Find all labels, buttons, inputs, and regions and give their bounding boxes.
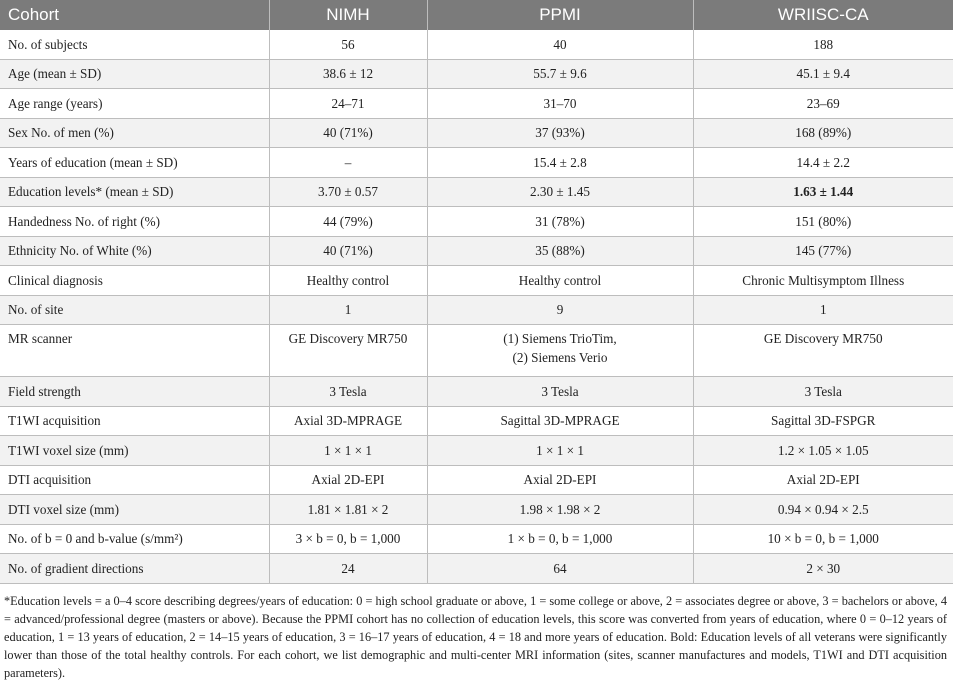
cell-nimh: GE Discovery MR750 <box>269 325 427 377</box>
header-cohort: Cohort <box>0 0 269 30</box>
table-row <box>0 266 953 296</box>
cell-nimh: 24 <box>269 554 427 584</box>
cell-wriisc: Sagittal 3D-FSPGR <box>693 406 953 436</box>
cell-wriisc: 145 (77%) <box>693 236 953 266</box>
row-label: DTI acquisition <box>0 465 269 495</box>
row-label: Age range (years) <box>0 89 269 119</box>
cell-ppmi: Axial 2D-EPI <box>427 465 693 495</box>
scanner-line-1: (1) Siemens TrioTim, <box>503 331 617 346</box>
cell-wriisc: 10 × b = 0, b = 1,000 <box>693 524 953 554</box>
row-label: T1WI voxel size (mm) <box>0 436 269 466</box>
cell-ppmi: 35 (88%) <box>427 236 693 266</box>
cell-nimh: 38.6 ± 12 <box>269 59 427 89</box>
cell-ppmi: 9 <box>427 295 693 325</box>
table-row <box>0 177 953 207</box>
header-row <box>0 0 953 30</box>
row-label: DTI voxel size (mm) <box>0 495 269 525</box>
cell-nimh: 44 (79%) <box>269 207 427 237</box>
row-label: T1WI acquisition <box>0 406 269 436</box>
cell-ppmi: 2.30 ± 1.45 <box>427 177 693 207</box>
row-label: Ethnicity No. of White (%) <box>0 236 269 266</box>
cell-nimh: – <box>269 148 427 178</box>
cell-wriisc: 188 <box>693 30 953 59</box>
table-row <box>0 436 953 466</box>
cell-wriisc: 0.94 × 0.94 × 2.5 <box>693 495 953 525</box>
row-label: No. of gradient directions <box>0 554 269 584</box>
cell-nimh: Healthy control <box>269 266 427 296</box>
cell-ppmi: 3 Tesla <box>427 377 693 407</box>
scanner-line-2: (2) Siemens Verio <box>512 350 608 365</box>
cell-ppmi: 1.98 × 1.98 × 2 <box>427 495 693 525</box>
cell-ppmi: 1 × b = 0, b = 1,000 <box>427 524 693 554</box>
row-label: No. of b = 0 and b-value (s/mm²) <box>0 524 269 554</box>
table-row <box>0 495 953 525</box>
cell-wriisc: 168 (89%) <box>693 118 953 148</box>
row-label: Clinical diagnosis <box>0 266 269 296</box>
table-row <box>0 118 953 148</box>
header-ppmi: PPMI <box>427 0 693 30</box>
header-wriisc-ca: WRIISC-CA <box>693 0 953 30</box>
cell-ppmi: Sagittal 3D-MPRAGE <box>427 406 693 436</box>
header-nimh: NIMH <box>269 0 427 30</box>
row-label: Handedness No. of right (%) <box>0 207 269 237</box>
row-label: No. of subjects <box>0 30 269 59</box>
cell-ppmi: 1 × 1 × 1 <box>427 436 693 466</box>
table-row <box>0 236 953 266</box>
cell-wriisc: Axial 2D-EPI <box>693 465 953 495</box>
cell-nimh: 3 Tesla <box>269 377 427 407</box>
table-row <box>0 406 953 436</box>
cell-nimh: Axial 3D-MPRAGE <box>269 406 427 436</box>
table-row <box>0 59 953 89</box>
table-row <box>0 295 953 325</box>
table-row <box>0 465 953 495</box>
cell-wriisc: 45.1 ± 9.4 <box>693 59 953 89</box>
row-label: No. of site <box>0 295 269 325</box>
row-label: MR scanner <box>0 325 269 377</box>
table-row <box>0 207 953 237</box>
table-row <box>0 377 953 407</box>
table-row <box>0 30 953 59</box>
cell-ppmi: 15.4 ± 2.8 <box>427 148 693 178</box>
cell-nimh: 56 <box>269 30 427 59</box>
table-row <box>0 89 953 119</box>
cell-ppmi: Healthy control <box>427 266 693 296</box>
row-label: Years of education (mean ± SD) <box>0 148 269 178</box>
cell-ppmi: 55.7 ± 9.6 <box>427 59 693 89</box>
row-label: Sex No. of men (%) <box>0 118 269 148</box>
cell-wriisc: 1 <box>693 295 953 325</box>
row-label: Age (mean ± SD) <box>0 59 269 89</box>
cell-nimh: 24–71 <box>269 89 427 119</box>
cell-wriisc: 23–69 <box>693 89 953 119</box>
row-label: Field strength <box>0 377 269 407</box>
cell-wriisc: Chronic Multisymptom Illness <box>693 266 953 296</box>
cell-nimh: 3 × b = 0, b = 1,000 <box>269 524 427 554</box>
cell-nimh: Axial 2D-EPI <box>269 465 427 495</box>
cell-wriisc: 1.2 × 1.05 × 1.05 <box>693 436 953 466</box>
cell-nimh: 1 × 1 × 1 <box>269 436 427 466</box>
cell-ppmi: 40 <box>427 30 693 59</box>
table-row <box>0 148 953 178</box>
cell-wriisc: 2 × 30 <box>693 554 953 584</box>
cell-ppmi <box>427 325 693 377</box>
cell-wriisc: GE Discovery MR750 <box>693 325 953 377</box>
cell-ppmi: 37 (93%) <box>427 118 693 148</box>
table-row <box>0 554 953 584</box>
cell-wriisc-bold: 1.63 ± 1.44 <box>693 177 953 207</box>
table-footnote: *Education levels = a 0–4 score describing degrees/years of education: 0 = high school graduate or above, 1 = some college or above, 2 = associates degree or above, 3 = bachelors or above, 4 = advanced/professional degree (masters or above). Because the PPMI cohort has no collection of education levels, this score was converted from years of education, where 0 = 0–12 years of education, 1 = 13 years of education, 2 = 14–15 years of education, 3 = 16–17 years of education, 4 = 18 and more years of education. Bold: Education levels of all veterans were significantly lower than those of the total healthy controls. For each cohort, we list demographic and multi-center MRI information (sites, scanner manufactures and models, T1WI and DTI acquisition parameters). <box>4 593 947 680</box>
cell-wriisc: 14.4 ± 2.2 <box>693 148 953 178</box>
cell-nimh: 40 (71%) <box>269 236 427 266</box>
cell-nimh: 3.70 ± 0.57 <box>269 177 427 207</box>
cell-nimh: 1.81 × 1.81 × 2 <box>269 495 427 525</box>
cell-nimh: 1 <box>269 295 427 325</box>
row-label: Education levels* (mean ± SD) <box>0 177 269 207</box>
cell-ppmi: 31–70 <box>427 89 693 119</box>
cell-ppmi: 31 (78%) <box>427 207 693 237</box>
cell-wriisc: 3 Tesla <box>693 377 953 407</box>
cell-wriisc: 151 (80%) <box>693 207 953 237</box>
table-row <box>0 325 953 377</box>
cell-ppmi: 64 <box>427 554 693 584</box>
table-row <box>0 524 953 554</box>
cell-nimh: 40 (71%) <box>269 118 427 148</box>
